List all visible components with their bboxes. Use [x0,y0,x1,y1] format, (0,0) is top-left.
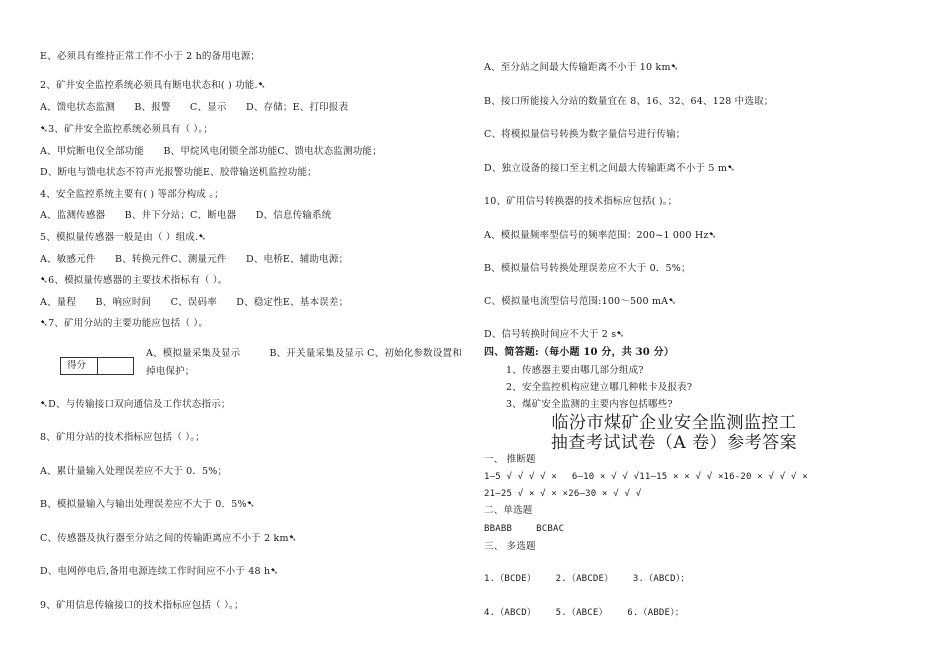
question-8-option-a: A、累计量输入处理误差应不大于 0．5%； [40,466,228,477]
score-value-cell [97,358,134,374]
question-10: 10、矿用信号转换器的技术指标应包括( )。； [484,196,678,207]
question-2: 2、矿井安全监控系统必须具有断电状态和( ) 功能.➷ [40,80,266,91]
single-choice-answers: BBABB BCBAC [484,524,565,534]
question-3-options-d-e: D、断电与馈电状态不符声光报警功能E、胶带输送机监控功能； [40,167,317,178]
question-7-options-c-cont: 掉电保护； [146,366,195,377]
question-7: ➷7、矿用分站的主要功能应包括（ ）。 [40,318,209,329]
score-label: 得分 [67,360,87,371]
question-8-option-c: C、传感器及执行器至分站之间的传输距离应不小于 2 km➷ [40,533,297,544]
score-box [60,357,134,375]
question-10-option-d: D、信号转换时间应不大于 2 s➷ [484,329,625,340]
question-7-option-d: ➷D、与传输接口双向通信及工作状态指示； [40,399,231,410]
multiple-choice-answers-2: 4.（ABCD） 5.（ABCE） 6.（ABDE）； [484,608,685,618]
section-3-multiple-choice-heading: 三、 多选题 [484,541,536,552]
question-7-options-a-c: A、模拟量采集及显示 B、开关量采集及显示 C、初始化参数设置和 [146,348,462,359]
question-9-option-d: D、独立设备的接口至主机之间最大传输距离不小于 5 m➷ [484,163,736,174]
section-2-single-choice-heading: 二、单选题 [484,505,533,516]
section-1-true-false-heading: 一、 推断题 [484,454,536,465]
true-false-answers-2: 21—25 √ × √ × ×26—30 × √ √ √ [484,489,642,499]
question-4: 4、安全监控系统主要有( ) 等部分构成 。； [40,189,224,200]
question-4-options: A、监测传感器 B、井下分站；C、断电器 D、信息传输系统 [40,210,332,221]
question-9-option-a: A、至分站之间最大传输距离不小于 10 km➷ [484,62,679,73]
question-5-options: A、敏感元件 B、转换元件C、测量元件 D、电桥E、辅助电源； [40,254,349,265]
section-4-heading: 四、简答题:（每小题 10 分，共 30 分） [484,347,675,358]
question-9-option-c: C、将模拟量信号转换为数字量信号进行传输； [484,129,686,140]
question-9: 9、矿用信息传输接口的技术指标应包括（ ）。； [40,600,244,611]
question-10-option-c: C、模拟量电流型信号范围:100～500 mA➷ [484,296,677,307]
short-answer-2: 2、安全监控机构应建立哪几种帐卡及报表? [506,382,693,393]
question-8-option-b: B、模拟量输入与输出处理误差应不大于 0．5%➷ [40,499,255,510]
question-2-options: A、馈电状态监测 B、报警 C、显示 D、存储；E、打印报表 [40,102,349,113]
question-5: 5、模拟量传感器一般是由（ ）组成.➷ [40,232,207,243]
multiple-choice-answers-1: 1.（BCDE） 2.（ABCDE） 3.（ABCD）； [484,574,690,584]
question-8: 8、矿用分站的技术指标应包括（ ）。； [40,432,205,443]
short-answer-1: 1、传感器主要由哪几部分组成? [506,365,644,376]
answer-key-title-line1: 临汾市煤矿企业安全监测监控工 [551,413,797,433]
question-10-option-a: A、模拟量频率型信号的频率范围：200~1 000 Hz➷ [484,230,717,241]
short-answer-3: 3、煤矿安全监测的主要内容包括哪些? [506,399,673,410]
question-10-option-b: B、模拟量信号转换处理误差应不大于 0．5%； [484,263,691,274]
question-6: ➷6、模拟量传感器的主要技术指标有（ ）。 [40,275,228,286]
answer-key-title-line2: 抽查考试试卷（A 卷）参考答案 [550,433,798,453]
true-false-answers-1: 1—5 √ √ √ √ × 6—10 × √ √ √11—15 × × √ √ ×16-20 × √ √ √ × [484,472,808,482]
option-e-backup-power: E、必须具有维持正常工作不小于 2 h的备用电源； [40,51,261,62]
question-6-options: A、量程 B、响应时间 C、误码率 D、稳定性E、基本误差； [40,297,349,308]
question-3: ➷3、矿井安全监控系统必须具有（ ）。； [40,124,214,135]
question-9-option-b: B、接口所能接入分站的数量宜在 8、16、32、64、128 中选取； [484,96,774,107]
question-8-option-d: D、电网停电后,备用电源连续工作时间应不小于 48 h➷ [40,566,279,577]
question-3-options-a-c: A、甲烷断电仪全部功能 B、甲烷风电闭锁全部功能C、馈电状态监测功能； [40,146,382,157]
